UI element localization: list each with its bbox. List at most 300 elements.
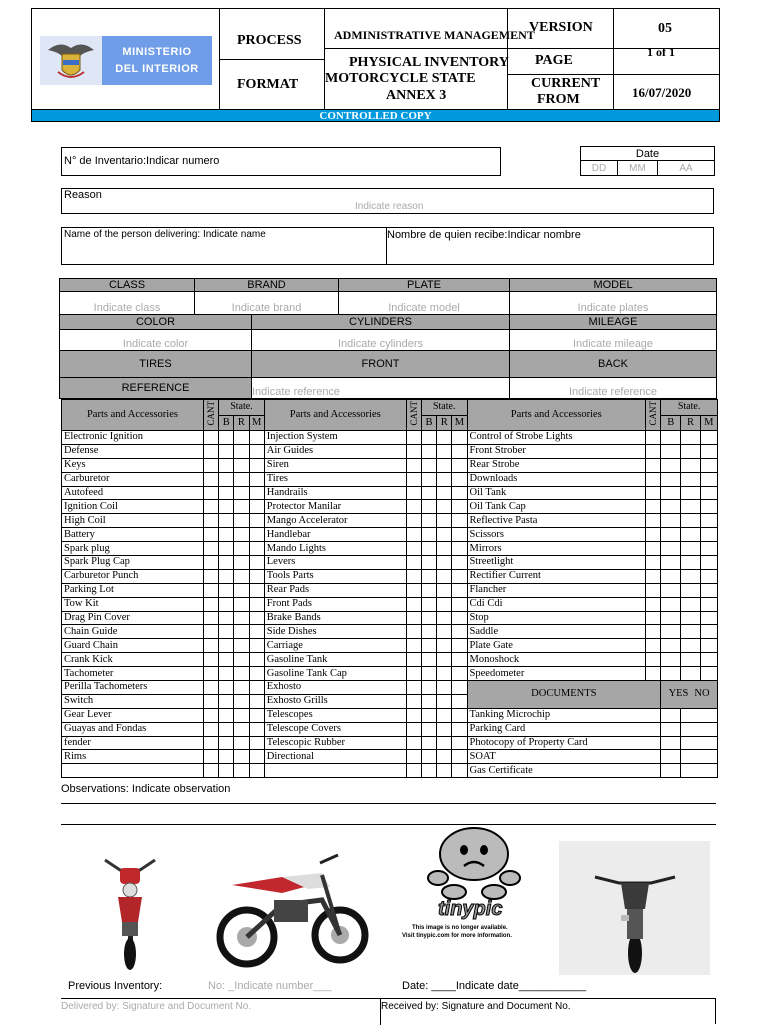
check-cell[interactable] bbox=[421, 750, 436, 764]
check-cell[interactable] bbox=[203, 611, 218, 625]
check-cell[interactable] bbox=[437, 583, 452, 597]
reason-field[interactable] bbox=[61, 188, 714, 214]
check-cell[interactable] bbox=[437, 528, 452, 542]
check-cell[interactable] bbox=[421, 708, 436, 722]
check-cell[interactable] bbox=[661, 542, 681, 556]
check-cell[interactable] bbox=[645, 653, 660, 667]
check-cell[interactable] bbox=[437, 500, 452, 514]
check-cell[interactable] bbox=[437, 458, 452, 472]
check-cell[interactable] bbox=[661, 556, 681, 570]
check-cell[interactable] bbox=[421, 625, 436, 639]
check-cell[interactable] bbox=[645, 556, 660, 570]
check-cell[interactable] bbox=[219, 569, 234, 583]
check-cell[interactable] bbox=[700, 542, 717, 556]
check-cell[interactable] bbox=[421, 639, 436, 653]
check-cell[interactable] bbox=[249, 597, 264, 611]
check-cell[interactable] bbox=[406, 667, 421, 681]
check-cell[interactable] bbox=[681, 431, 700, 445]
check-cell[interactable] bbox=[452, 444, 467, 458]
check-cell[interactable] bbox=[452, 472, 467, 486]
check-cell[interactable] bbox=[700, 514, 717, 528]
check-cell[interactable] bbox=[645, 542, 660, 556]
check-cell[interactable] bbox=[452, 583, 467, 597]
check-cell[interactable] bbox=[219, 611, 234, 625]
check-cell[interactable] bbox=[421, 694, 436, 708]
check-cell[interactable] bbox=[437, 667, 452, 681]
check-cell[interactable] bbox=[645, 583, 660, 597]
check-cell[interactable] bbox=[681, 472, 700, 486]
check-cell[interactable] bbox=[249, 694, 264, 708]
check-cell[interactable] bbox=[421, 528, 436, 542]
check-cell[interactable] bbox=[234, 431, 249, 445]
check-cell[interactable] bbox=[452, 597, 467, 611]
check-cell[interactable] bbox=[437, 514, 452, 528]
check-cell[interactable] bbox=[249, 542, 264, 556]
check-cell[interactable] bbox=[249, 583, 264, 597]
check-cell[interactable] bbox=[645, 444, 660, 458]
check-cell[interactable] bbox=[219, 681, 234, 695]
check-cell[interactable] bbox=[452, 611, 467, 625]
check-cell[interactable] bbox=[249, 569, 264, 583]
check-cell[interactable] bbox=[681, 583, 700, 597]
check-cell[interactable] bbox=[681, 528, 700, 542]
check-cell[interactable] bbox=[219, 514, 234, 528]
check-cell[interactable] bbox=[249, 681, 264, 695]
check-cell[interactable] bbox=[234, 625, 249, 639]
check-cell[interactable] bbox=[203, 556, 218, 570]
check-cell[interactable] bbox=[452, 750, 467, 764]
brand-field[interactable]: Indicate brand bbox=[194, 291, 339, 315]
check-cell[interactable] bbox=[661, 611, 681, 625]
check-cell[interactable] bbox=[249, 722, 264, 736]
cylinders-field[interactable]: Indicate cylinders bbox=[251, 329, 510, 351]
check-cell[interactable] bbox=[234, 597, 249, 611]
check-cell[interactable] bbox=[234, 611, 249, 625]
color-field[interactable]: Indicate color bbox=[59, 329, 252, 351]
check-cell[interactable] bbox=[452, 764, 467, 778]
check-cell[interactable] bbox=[452, 736, 467, 750]
check-cell[interactable] bbox=[203, 500, 218, 514]
footer-date-field[interactable]: Date: ____Indicate date___________ bbox=[402, 980, 587, 992]
check-cell[interactable] bbox=[452, 667, 467, 681]
check-cell[interactable] bbox=[249, 556, 264, 570]
check-cell[interactable] bbox=[234, 681, 249, 695]
check-cell[interactable] bbox=[645, 514, 660, 528]
check-cell[interactable] bbox=[406, 542, 421, 556]
check-cell[interactable] bbox=[437, 764, 452, 778]
check-cell[interactable] bbox=[203, 569, 218, 583]
check-cell[interactable] bbox=[219, 486, 234, 500]
class-field[interactable]: Indicate class bbox=[59, 291, 195, 315]
check-cell[interactable] bbox=[437, 639, 452, 653]
check-cell[interactable] bbox=[406, 458, 421, 472]
check-cell[interactable] bbox=[421, 500, 436, 514]
check-cell[interactable] bbox=[249, 667, 264, 681]
check-cell[interactable] bbox=[406, 708, 421, 722]
check-cell[interactable] bbox=[234, 694, 249, 708]
check-cell[interactable] bbox=[406, 444, 421, 458]
check-cell[interactable] bbox=[421, 611, 436, 625]
check-cell[interactable] bbox=[700, 458, 717, 472]
check-cell[interactable] bbox=[406, 653, 421, 667]
check-cell[interactable] bbox=[406, 764, 421, 778]
check-cell[interactable] bbox=[234, 639, 249, 653]
check-cell[interactable] bbox=[219, 653, 234, 667]
check-cell[interactable] bbox=[421, 681, 436, 695]
check-yes[interactable] bbox=[661, 722, 681, 736]
check-cell[interactable] bbox=[219, 750, 234, 764]
check-cell[interactable] bbox=[681, 444, 700, 458]
check-cell[interactable] bbox=[234, 667, 249, 681]
check-cell[interactable] bbox=[421, 583, 436, 597]
check-cell[interactable] bbox=[681, 569, 700, 583]
check-cell[interactable] bbox=[219, 597, 234, 611]
check-yes[interactable] bbox=[661, 750, 681, 764]
check-cell[interactable] bbox=[421, 486, 436, 500]
check-cell[interactable] bbox=[203, 597, 218, 611]
check-cell[interactable] bbox=[203, 472, 218, 486]
inventory-number-field[interactable] bbox=[61, 147, 501, 176]
check-cell[interactable] bbox=[700, 486, 717, 500]
check-cell[interactable] bbox=[452, 431, 467, 445]
check-cell[interactable] bbox=[681, 458, 700, 472]
check-cell[interactable] bbox=[406, 639, 421, 653]
check-cell[interactable] bbox=[203, 444, 218, 458]
check-cell[interactable] bbox=[700, 653, 717, 667]
check-cell[interactable] bbox=[219, 472, 234, 486]
check-cell[interactable] bbox=[203, 750, 218, 764]
check-cell[interactable] bbox=[203, 486, 218, 500]
check-cell[interactable] bbox=[406, 472, 421, 486]
check-cell[interactable] bbox=[421, 542, 436, 556]
check-cell[interactable] bbox=[661, 444, 681, 458]
check-cell[interactable] bbox=[437, 625, 452, 639]
check-cell[interactable] bbox=[645, 611, 660, 625]
previous-inventory-number[interactable]: No: _Indicate number___ bbox=[208, 980, 332, 992]
check-cell[interactable] bbox=[661, 653, 681, 667]
check-cell[interactable] bbox=[645, 569, 660, 583]
check-cell[interactable] bbox=[700, 583, 717, 597]
check-cell[interactable] bbox=[249, 708, 264, 722]
check-cell[interactable] bbox=[219, 528, 234, 542]
check-cell[interactable] bbox=[700, 611, 717, 625]
check-cell[interactable] bbox=[661, 597, 681, 611]
check-cell[interactable] bbox=[406, 583, 421, 597]
check-cell[interactable] bbox=[203, 653, 218, 667]
check-cell[interactable] bbox=[219, 556, 234, 570]
check-no[interactable] bbox=[681, 764, 718, 778]
check-cell[interactable] bbox=[437, 472, 452, 486]
check-cell[interactable] bbox=[219, 639, 234, 653]
check-cell[interactable] bbox=[437, 569, 452, 583]
check-cell[interactable] bbox=[681, 653, 700, 667]
check-cell[interactable] bbox=[249, 458, 264, 472]
check-cell[interactable] bbox=[437, 486, 452, 500]
check-cell[interactable] bbox=[661, 528, 681, 542]
check-cell[interactable] bbox=[249, 764, 264, 778]
check-no[interactable] bbox=[681, 708, 718, 722]
date-mm-field[interactable]: MM bbox=[618, 161, 658, 175]
check-cell[interactable] bbox=[249, 528, 264, 542]
check-cell[interactable] bbox=[452, 458, 467, 472]
check-cell[interactable] bbox=[645, 458, 660, 472]
check-cell[interactable] bbox=[661, 583, 681, 597]
check-cell[interactable] bbox=[406, 569, 421, 583]
check-cell[interactable] bbox=[700, 500, 717, 514]
front-reference-field[interactable]: Indicate reference bbox=[251, 377, 510, 399]
delivered-by-signature[interactable]: Delivered by: Signature and Document No. bbox=[61, 1001, 252, 1012]
check-cell[interactable] bbox=[234, 444, 249, 458]
check-cell[interactable] bbox=[700, 528, 717, 542]
check-cell[interactable] bbox=[219, 736, 234, 750]
check-cell[interactable] bbox=[203, 431, 218, 445]
check-cell[interactable] bbox=[249, 736, 264, 750]
check-cell[interactable] bbox=[219, 625, 234, 639]
check-cell[interactable] bbox=[452, 556, 467, 570]
check-cell[interactable] bbox=[661, 486, 681, 500]
check-cell[interactable] bbox=[437, 542, 452, 556]
check-cell[interactable] bbox=[249, 625, 264, 639]
check-cell[interactable] bbox=[234, 764, 249, 778]
check-cell[interactable] bbox=[452, 722, 467, 736]
check-cell[interactable] bbox=[421, 569, 436, 583]
check-no[interactable] bbox=[681, 722, 718, 736]
check-cell[interactable] bbox=[249, 431, 264, 445]
check-cell[interactable] bbox=[700, 472, 717, 486]
check-cell[interactable] bbox=[452, 514, 467, 528]
check-cell[interactable] bbox=[406, 486, 421, 500]
check-cell[interactable] bbox=[234, 708, 249, 722]
check-cell[interactable] bbox=[421, 764, 436, 778]
check-cell[interactable] bbox=[203, 722, 218, 736]
check-cell[interactable] bbox=[421, 514, 436, 528]
check-cell[interactable] bbox=[661, 625, 681, 639]
check-cell[interactable] bbox=[406, 597, 421, 611]
check-cell[interactable] bbox=[234, 736, 249, 750]
check-cell[interactable] bbox=[219, 722, 234, 736]
check-cell[interactable] bbox=[406, 750, 421, 764]
check-cell[interactable] bbox=[700, 597, 717, 611]
check-cell[interactable] bbox=[234, 750, 249, 764]
check-cell[interactable] bbox=[452, 708, 467, 722]
check-cell[interactable] bbox=[203, 514, 218, 528]
check-cell[interactable] bbox=[249, 444, 264, 458]
check-cell[interactable] bbox=[421, 556, 436, 570]
check-cell[interactable] bbox=[249, 653, 264, 667]
check-cell[interactable] bbox=[437, 556, 452, 570]
check-cell[interactable] bbox=[234, 472, 249, 486]
check-cell[interactable] bbox=[700, 556, 717, 570]
check-cell[interactable] bbox=[437, 722, 452, 736]
check-cell[interactable] bbox=[681, 556, 700, 570]
check-cell[interactable] bbox=[203, 583, 218, 597]
check-cell[interactable] bbox=[406, 681, 421, 695]
check-cell[interactable] bbox=[406, 514, 421, 528]
check-cell[interactable] bbox=[406, 625, 421, 639]
check-cell[interactable] bbox=[452, 486, 467, 500]
check-cell[interactable] bbox=[421, 736, 436, 750]
check-cell[interactable] bbox=[452, 542, 467, 556]
check-cell[interactable] bbox=[681, 625, 700, 639]
check-cell[interactable] bbox=[437, 431, 452, 445]
check-cell[interactable] bbox=[681, 667, 700, 681]
check-cell[interactable] bbox=[437, 597, 452, 611]
check-cell[interactable] bbox=[661, 639, 681, 653]
check-cell[interactable] bbox=[203, 542, 218, 556]
delivering-field[interactable]: Name of the person delivering: Indicate name bbox=[64, 229, 266, 240]
check-cell[interactable] bbox=[645, 625, 660, 639]
check-cell[interactable] bbox=[249, 750, 264, 764]
check-cell[interactable] bbox=[203, 528, 218, 542]
check-cell[interactable] bbox=[452, 569, 467, 583]
check-cell[interactable] bbox=[234, 556, 249, 570]
check-cell[interactable] bbox=[421, 597, 436, 611]
check-cell[interactable] bbox=[203, 667, 218, 681]
check-cell[interactable] bbox=[421, 667, 436, 681]
check-cell[interactable] bbox=[661, 569, 681, 583]
check-cell[interactable] bbox=[645, 528, 660, 542]
check-cell[interactable] bbox=[249, 514, 264, 528]
check-cell[interactable] bbox=[437, 611, 452, 625]
observations-field[interactable]: Observations: Indicate observation bbox=[61, 783, 231, 795]
check-cell[interactable] bbox=[234, 583, 249, 597]
check-cell[interactable] bbox=[203, 736, 218, 750]
check-cell[interactable] bbox=[219, 431, 234, 445]
check-cell[interactable] bbox=[406, 694, 421, 708]
check-cell[interactable] bbox=[437, 750, 452, 764]
check-cell[interactable] bbox=[700, 431, 717, 445]
check-cell[interactable] bbox=[681, 611, 700, 625]
check-cell[interactable] bbox=[700, 569, 717, 583]
check-cell[interactable] bbox=[452, 681, 467, 695]
check-cell[interactable] bbox=[452, 694, 467, 708]
check-cell[interactable] bbox=[249, 486, 264, 500]
check-cell[interactable] bbox=[645, 486, 660, 500]
check-cell[interactable] bbox=[661, 500, 681, 514]
mileage-field[interactable]: Indicate mileage bbox=[509, 329, 717, 351]
check-cell[interactable] bbox=[249, 639, 264, 653]
check-cell[interactable] bbox=[234, 514, 249, 528]
check-yes[interactable] bbox=[661, 764, 681, 778]
check-cell[interactable] bbox=[645, 500, 660, 514]
check-cell[interactable] bbox=[219, 694, 234, 708]
check-cell[interactable] bbox=[681, 500, 700, 514]
check-cell[interactable] bbox=[406, 722, 421, 736]
received-by-signature[interactable]: Received by: Signature and Document No. bbox=[381, 1001, 571, 1012]
check-cell[interactable] bbox=[234, 722, 249, 736]
check-cell[interactable] bbox=[406, 528, 421, 542]
check-cell[interactable] bbox=[249, 611, 264, 625]
check-cell[interactable] bbox=[681, 542, 700, 556]
check-cell[interactable] bbox=[681, 486, 700, 500]
check-cell[interactable] bbox=[234, 500, 249, 514]
check-cell[interactable] bbox=[219, 500, 234, 514]
check-cell[interactable] bbox=[234, 653, 249, 667]
check-cell[interactable] bbox=[700, 625, 717, 639]
check-cell[interactable] bbox=[700, 667, 717, 681]
check-cell[interactable] bbox=[234, 528, 249, 542]
check-cell[interactable] bbox=[249, 472, 264, 486]
check-yes[interactable] bbox=[661, 736, 681, 750]
check-cell[interactable] bbox=[661, 458, 681, 472]
check-cell[interactable] bbox=[661, 431, 681, 445]
check-cell[interactable] bbox=[661, 472, 681, 486]
check-no[interactable] bbox=[681, 750, 718, 764]
check-cell[interactable] bbox=[700, 639, 717, 653]
check-cell[interactable] bbox=[219, 458, 234, 472]
check-cell[interactable] bbox=[645, 639, 660, 653]
check-cell[interactable] bbox=[661, 514, 681, 528]
plate-field[interactable]: Indicate model bbox=[338, 291, 510, 315]
check-cell[interactable] bbox=[203, 708, 218, 722]
check-cell[interactable] bbox=[219, 708, 234, 722]
check-cell[interactable] bbox=[219, 667, 234, 681]
date-aa-field[interactable]: AA bbox=[679, 162, 693, 174]
check-cell[interactable] bbox=[437, 736, 452, 750]
check-cell[interactable] bbox=[645, 597, 660, 611]
model-field[interactable]: Indicate plates bbox=[509, 291, 717, 315]
check-cell[interactable] bbox=[406, 500, 421, 514]
check-cell[interactable] bbox=[219, 583, 234, 597]
back-reference-field[interactable]: Indicate reference bbox=[509, 377, 717, 399]
check-cell[interactable] bbox=[421, 444, 436, 458]
check-cell[interactable] bbox=[234, 569, 249, 583]
check-cell[interactable] bbox=[452, 625, 467, 639]
check-cell[interactable] bbox=[406, 556, 421, 570]
check-cell[interactable] bbox=[234, 542, 249, 556]
check-cell[interactable] bbox=[452, 500, 467, 514]
check-cell[interactable] bbox=[437, 681, 452, 695]
check-cell[interactable] bbox=[452, 639, 467, 653]
date-dd-field[interactable]: DD bbox=[581, 161, 618, 175]
check-cell[interactable] bbox=[645, 431, 660, 445]
check-cell[interactable] bbox=[203, 681, 218, 695]
check-cell[interactable] bbox=[421, 458, 436, 472]
check-cell[interactable] bbox=[645, 472, 660, 486]
check-cell[interactable] bbox=[406, 431, 421, 445]
receiving-field[interactable]: Nombre de quien recibe:Indicar nombre bbox=[387, 229, 581, 241]
check-cell[interactable] bbox=[700, 444, 717, 458]
check-cell[interactable] bbox=[249, 500, 264, 514]
check-cell[interactable] bbox=[203, 694, 218, 708]
check-cell[interactable] bbox=[234, 486, 249, 500]
check-cell[interactable] bbox=[437, 653, 452, 667]
check-cell[interactable] bbox=[203, 458, 218, 472]
check-cell[interactable] bbox=[681, 597, 700, 611]
check-cell[interactable] bbox=[203, 639, 218, 653]
check-cell[interactable] bbox=[421, 722, 436, 736]
check-cell[interactable] bbox=[661, 667, 681, 681]
check-cell[interactable] bbox=[437, 694, 452, 708]
check-yes[interactable] bbox=[661, 708, 681, 722]
check-cell[interactable] bbox=[421, 431, 436, 445]
check-cell[interactable] bbox=[219, 542, 234, 556]
check-cell[interactable] bbox=[681, 514, 700, 528]
check-cell[interactable] bbox=[219, 444, 234, 458]
check-cell[interactable] bbox=[452, 653, 467, 667]
check-cell[interactable] bbox=[406, 736, 421, 750]
check-cell[interactable] bbox=[421, 653, 436, 667]
check-cell[interactable] bbox=[437, 708, 452, 722]
check-cell[interactable] bbox=[203, 764, 218, 778]
check-cell[interactable] bbox=[437, 444, 452, 458]
check-cell[interactable] bbox=[219, 764, 234, 778]
check-cell[interactable] bbox=[681, 639, 700, 653]
check-cell[interactable] bbox=[406, 611, 421, 625]
check-cell[interactable] bbox=[234, 458, 249, 472]
check-cell[interactable] bbox=[452, 528, 467, 542]
check-cell[interactable] bbox=[203, 625, 218, 639]
